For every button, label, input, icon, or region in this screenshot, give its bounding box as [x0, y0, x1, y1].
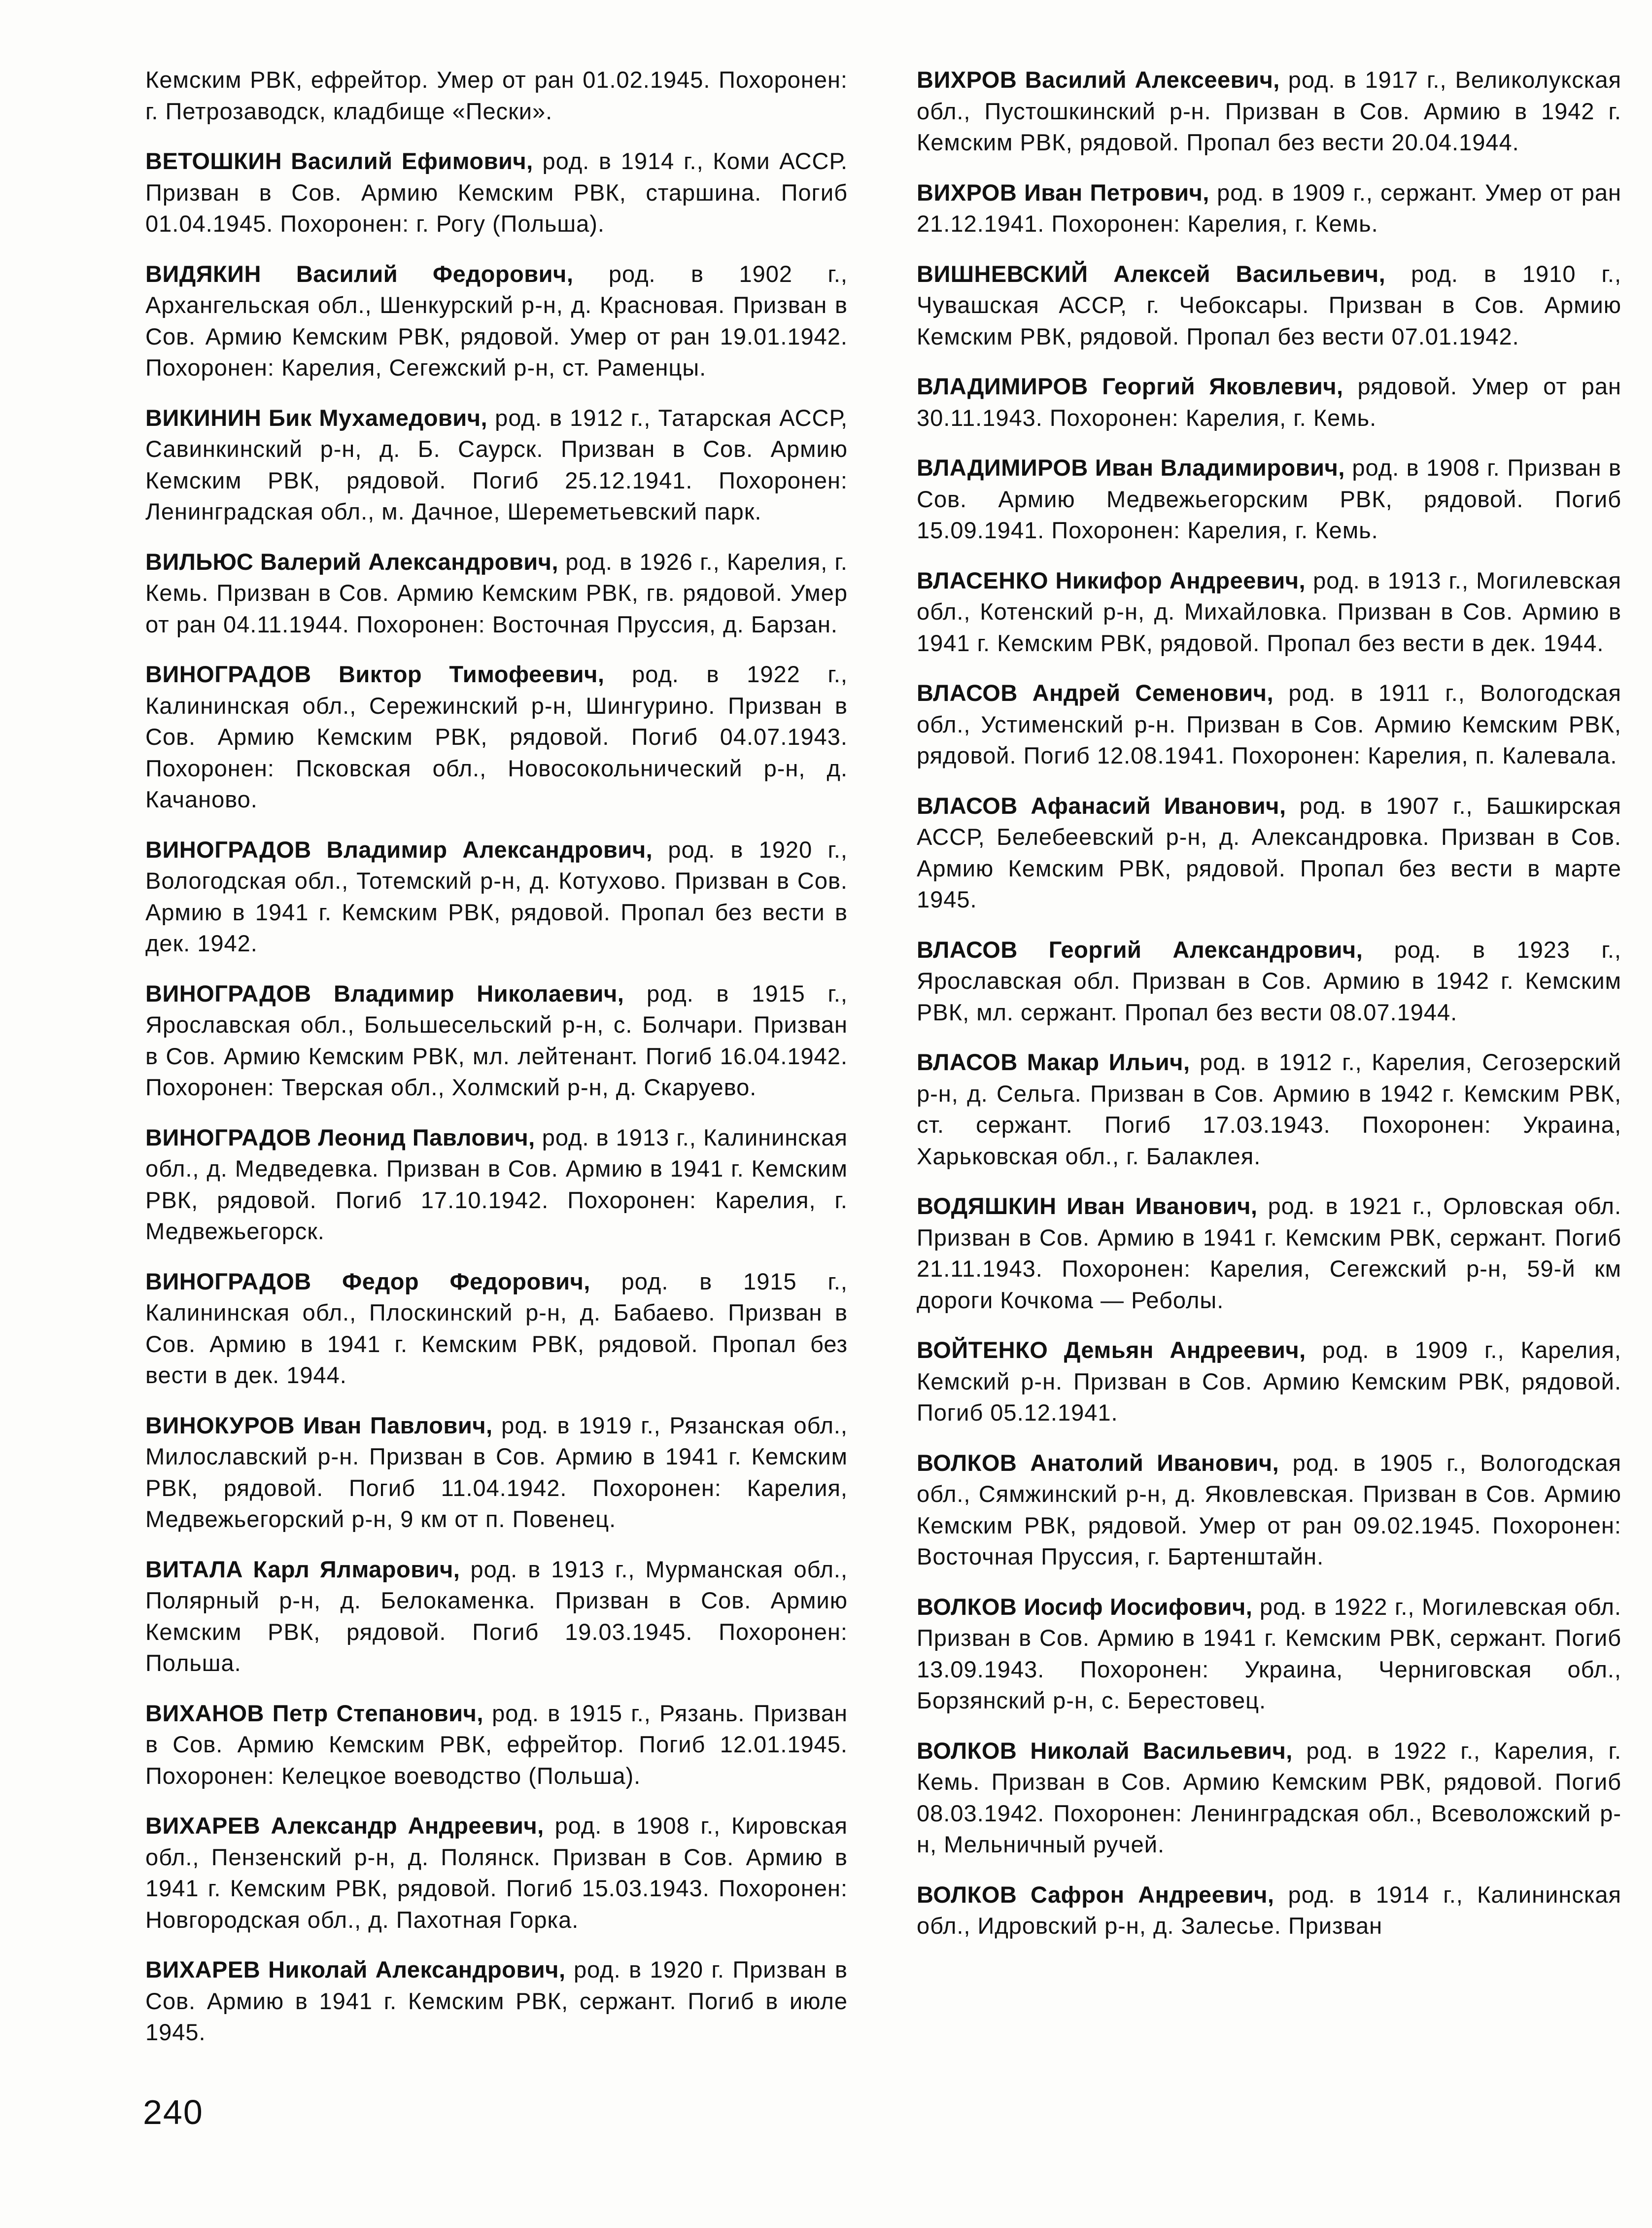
- person-details: род. в 1915 г., Ярославская обл., Большесельский р-н, с. Болчари. Призван в Сов. Армию Кемским РВК, мл. лейтенант. Погиб 16.04.1942. Похоронен: Тверская обл., Холмский р-н, д. Скаруево.: [145, 980, 848, 1100]
- person-details: род. в 1908 г., Кировская обл., Пензенский р-н, д. Полянск. Призван в Сов. Армию в 1941 г. Кемским РВК, рядовой. Погиб 15.03.1943. Похоронен: Новгородская обл., д. Пахотная Горка.: [145, 1812, 848, 1933]
- person-entry: [917, 177, 1621, 240]
- person-details: род. в 1912 г., Татарская АССР, Савинкинский р-н, д. Б. Саурск. Призван в Сов. Армию Кемским РВК, рядовой. Погиб 25.12.1941. Похоронен: Ленинградская обл., м. Дачное, Шереметьевский парк.: [145, 404, 848, 524]
- person-entry: [145, 64, 848, 127]
- person-details: род. в 1913 г., Могилевская обл., Котенский р-н, д. Михайловка. Призван в Сов. Армию в 1941 г. Кемским РВК, рядовой. Пропал без вести в дек. 1944.: [917, 567, 1621, 656]
- person-name: ВИТАЛА Карл Ялмарович,: [145, 1556, 460, 1582]
- person-details: рядовой. Умер от ран 30.11.1943. Похоронен: Карелия, г. Кемь.: [917, 373, 1621, 431]
- person-details: род. в 1913 г., Калининская обл., д. Медведевка. Призван в Сов. Армию в 1941 г. Кемским РВК, рядовой. Погиб 17.10.1942. Похоронен: Карелия, г. Медвежьегорск.: [145, 1124, 848, 1244]
- person-name: ВИНОГРАДОВ Владимир Александрович,: [145, 836, 653, 863]
- left-column: [145, 64, 848, 2067]
- person-entry: [917, 1591, 1621, 1716]
- person-name: ВИНОГРАДОВ Леонид Павлович,: [145, 1124, 535, 1150]
- person-entry: [917, 1190, 1621, 1316]
- person-details: род. в 1922 г., Калининская обл., Сережинский р-н, Шингурино. Призван в Сов. Армию Кемским РВК, рядовой. Погиб 04.07.1943. Похоронен: Псковская обл., Новосокольнический р-н, д. Качаново.: [145, 661, 848, 812]
- person-entry: [145, 834, 848, 959]
- person-details: Кемским РВК, ефрейтор. Умер от ран 01.02.1945. Похоронен: г. Петрозаводск, кладбище «Пески».: [145, 67, 848, 124]
- person-name: ВОДЯШКИН Иван Иванович,: [917, 1193, 1258, 1219]
- person-name: ВИХРОВ Василий Алексеевич,: [917, 67, 1280, 93]
- person-entry: [145, 1266, 848, 1391]
- person-name: ВОЛКОВ Анатолий Иванович,: [917, 1449, 1279, 1476]
- person-name: ВИКИНИН Бик Мухамедович,: [145, 404, 488, 431]
- person-details: род. в 1921 г., Орловская обл. Призван в Сов. Армию в 1941 г. Кемским РВК, сержант. Погиб 21.11.1943. Похоронен: Карелия, Сегежский р-н, 59-й км дороги Кочкома — Реболы.: [917, 1193, 1621, 1313]
- person-name: ВЛАСОВ Макар Ильич,: [917, 1049, 1190, 1075]
- person-details: род. в 1922 г., Карелия, г. Кемь. Призван в Сов. Армию Кемским РВК, рядовой. Погиб 08.03.1942. Похоронен: Ленинградская обл., Всеволожский р-н, Мельничный ручей.: [917, 1737, 1621, 1857]
- person-details: род. в 1902 г., Архангельская обл., Шенкурский р-н, д. Красновая. Призван в Сов. Армию Кемским РВК, рядовой. Умер от ран 19.01.1942. Похоронен: Карелия, Сегежский р-н, ст. Раменцы.: [145, 260, 848, 381]
- person-details: род. в 1923 г., Ярославская обл. Призван в Сов. Армию в 1942 г. Кемским РВК, мл. сержант. Пропал без вести 08.07.1944.: [917, 936, 1621, 1025]
- person-entry: [917, 258, 1621, 352]
- person-entry: [917, 1879, 1621, 1942]
- person-entry: [145, 258, 848, 383]
- person-details: род. в 1915 г., Калининская обл., Плоскинский р-н, д. Бабаево. Призван в Сов. Армию в 1941 г. Кемским РВК, рядовой. Пропал без вести в дек. 1944.: [145, 1268, 848, 1388]
- person-name: ВОЛКОВ Иосиф Иосифович,: [917, 1593, 1253, 1620]
- person-name: ВИНОГРАДОВ Владимир Николаевич,: [145, 980, 624, 1007]
- person-details: род. в 1907 г., Башкирская АССР, Белебеевский р-н, д. Александровка. Призван в Сов. Армию Кемским РВК, рядовой. Пропал без вести в марте 1945.: [917, 792, 1621, 912]
- person-entry: [145, 659, 848, 815]
- person-entry: [145, 402, 848, 527]
- person-entry: [917, 371, 1621, 433]
- person-entry: [917, 565, 1621, 659]
- person-entry: [145, 1810, 848, 1935]
- person-entry: [917, 677, 1621, 771]
- person-entry: [917, 1046, 1621, 1172]
- person-name: ВИШНЕВСКИЙ Алексей Васильевич,: [917, 260, 1386, 287]
- person-name: ВИЛЬЮС Валерий Александрович,: [145, 548, 559, 575]
- person-entry: [145, 1554, 848, 1679]
- person-entry: [145, 978, 848, 1103]
- person-name: ВОЙТЕНКО Демьян Андреевич,: [917, 1337, 1306, 1363]
- person-name: ВИДЯКИН Василий Федорович,: [145, 260, 574, 287]
- person-details: род. в 1919 г., Рязанская обл., Милославский р-н. Призван в Сов. Армию в 1941 г. Кемским РВК, рядовой. Погиб 11.04.1942. Похоронен: Карелия, Медвежьегорский р-н, 9 км от п. Повенец.: [145, 1412, 848, 1532]
- person-details: род. в 1910 г., Чувашская АССР, г. Чебоксары. Призван в Сов. Армию Кемским РВК, рядовой. Пропал без вести 07.01.1942.: [917, 260, 1621, 349]
- person-entry: [145, 546, 848, 640]
- person-details: род. в 1920 г., Вологодская обл., Тотемский р-н, д. Котухово. Призван в Сов. Армию в 1941 г. Кемским РВК, рядовой. Пропал без вести в дек. 1942.: [145, 836, 848, 956]
- person-name: ВОЛКОВ Николай Васильевич,: [917, 1737, 1293, 1764]
- person-name: ВЛАСОВ Андрей Семенович,: [917, 680, 1274, 706]
- right-column: [917, 64, 1621, 1960]
- person-name: ВЕТОШКИН Василий Ефимович,: [145, 148, 533, 174]
- person-entry: [917, 934, 1621, 1028]
- page-number: 240: [143, 2093, 204, 2131]
- person-details: род. в 1914 г., Коми АССР. Призван в Сов. Армию Кемским РВК, старшина. Погиб 01.04.1945. Похоронен: г. Рогу (Польша).: [145, 148, 848, 237]
- person-details: род. в 1922 г., Могилевская обл. Призван в Сов. Армию в 1941 г. Кемским РВК, сержант. Погиб 13.09.1943. Похоронен: Украина, Черниговская обл., Борзянский р-н, с. Берестовец.: [917, 1593, 1621, 1713]
- person-name: ВИХРОВ Иван Петрович,: [917, 179, 1209, 206]
- person-name: ВИНОГРАДОВ Федор Федорович,: [145, 1268, 590, 1294]
- person-details: род. в 1909 г., Карелия, Кемский р-н. Призван в Сов. Армию Кемским РВК, рядовой. Погиб 05.12.1941.: [917, 1337, 1621, 1426]
- person-name: ВИХАНОВ Петр Степанович,: [145, 1700, 483, 1726]
- person-name: ВЛАСОВ Георгий Александрович,: [917, 936, 1363, 963]
- person-entry: [917, 1447, 1621, 1572]
- person-name: ВИНОКУРОВ Иван Павлович,: [145, 1412, 493, 1438]
- person-details: род. в 1914 г., Калининская обл., Идровский р-н, д. Залесье. Призван: [917, 1881, 1621, 1939]
- person-entry: [917, 1735, 1621, 1860]
- person-name: ВЛАДИМИРОВ Георгий Яковлевич,: [917, 373, 1343, 399]
- person-entry: [145, 1954, 848, 2048]
- person-entry: [917, 452, 1621, 546]
- person-details: род. в 1909 г., сержант. Умер от ран 21.12.1941. Похоронен: Карелия, г. Кемь.: [917, 179, 1621, 237]
- person-details: род. в 1908 г. Призван в Сов. Армию Медвежьегорским РВК, рядовой. Погиб 15.09.1941. Похоронен: Карелия, г. Кемь.: [917, 454, 1622, 543]
- person-details: род. в 1920 г. Призван в Сов. Армию в 1941 г. Кемским РВК, сержант. Погиб в июле 1945.: [145, 1956, 848, 2045]
- person-name: ВЛАСЕНКО Никифор Андреевич,: [917, 567, 1306, 593]
- person-entry: [145, 1410, 848, 1535]
- person-name: ВИХАРЕВ Николай Александрович,: [145, 1956, 566, 1983]
- person-details: род. в 1915 г., Рязань. Призван в Сов. Армию Кемским РВК, ефрейтор. Погиб 12.01.1945. Похоронен: Келецкое воеводство (Польша).: [145, 1700, 848, 1789]
- person-details: род. в 1911 г., Вологодская обл., Устименский р-н. Призван в Сов. Армию Кемским РВК, рядовой. Погиб 12.08.1941. Похоронен: Карелия, п. Калевала.: [917, 680, 1621, 768]
- person-entry: [917, 790, 1621, 915]
- person-name: ВОЛКОВ Сафрон Андреевич,: [917, 1881, 1274, 1908]
- person-entry: [917, 1334, 1621, 1428]
- person-entry: [917, 64, 1621, 158]
- person-details: род. в 1905 г., Вологодская обл., Сямжинский р-н, д. Яковлевская. Призван в Сов. Армию Кемским РВК, рядовой. Умер от ран 09.02.1945. Похоронен: Восточная Пруссия, г. Бартенштайн.: [917, 1449, 1621, 1569]
- person-details: род. в 1926 г., Карелия, г. Кемь. Призван в Сов. Армию Кемским РВК, гв. рядовой. Умер от ран 04.11.1944. Похоронен: Восточная Пруссия, д. Барзан.: [145, 548, 848, 637]
- person-entry: [145, 145, 848, 240]
- person-name: ВЛАСОВ Афанасий Иванович,: [917, 792, 1286, 819]
- person-name: ВЛАДИМИРОВ Иван Владимирович,: [917, 454, 1345, 481]
- person-details: род. в 1917 г., Великолукская обл., Пустошкинский р-н. Призван в Сов. Армию в 1942 г. Кемским РВК, рядовой. Пропал без вести 20.04.1944.: [917, 67, 1621, 155]
- person-name: ВИНОГРАДОВ Виктор Тимофеевич,: [145, 661, 605, 687]
- person-details: род. в 1912 г., Карелия, Сегозерский р-н, д. Сельга. Призван в Сов. Армию в 1942 г. Кемским РВК, ст. сержант. Погиб 17.03.1943. Похоронен: Украина, Харьковская обл., г. Балаклея.: [917, 1049, 1621, 1169]
- person-entry: [145, 1122, 848, 1247]
- person-name: ВИХАРЕВ Александр Андреевич,: [145, 1812, 544, 1839]
- person-details: род. в 1913 г., Мурманская обл., Полярный р-н, д. Белокаменка. Призван в Сов. Армию Кемским РВК, рядовой. Погиб 19.03.1945. Похоронен: Польша.: [145, 1556, 848, 1676]
- person-entry: [145, 1698, 848, 1792]
